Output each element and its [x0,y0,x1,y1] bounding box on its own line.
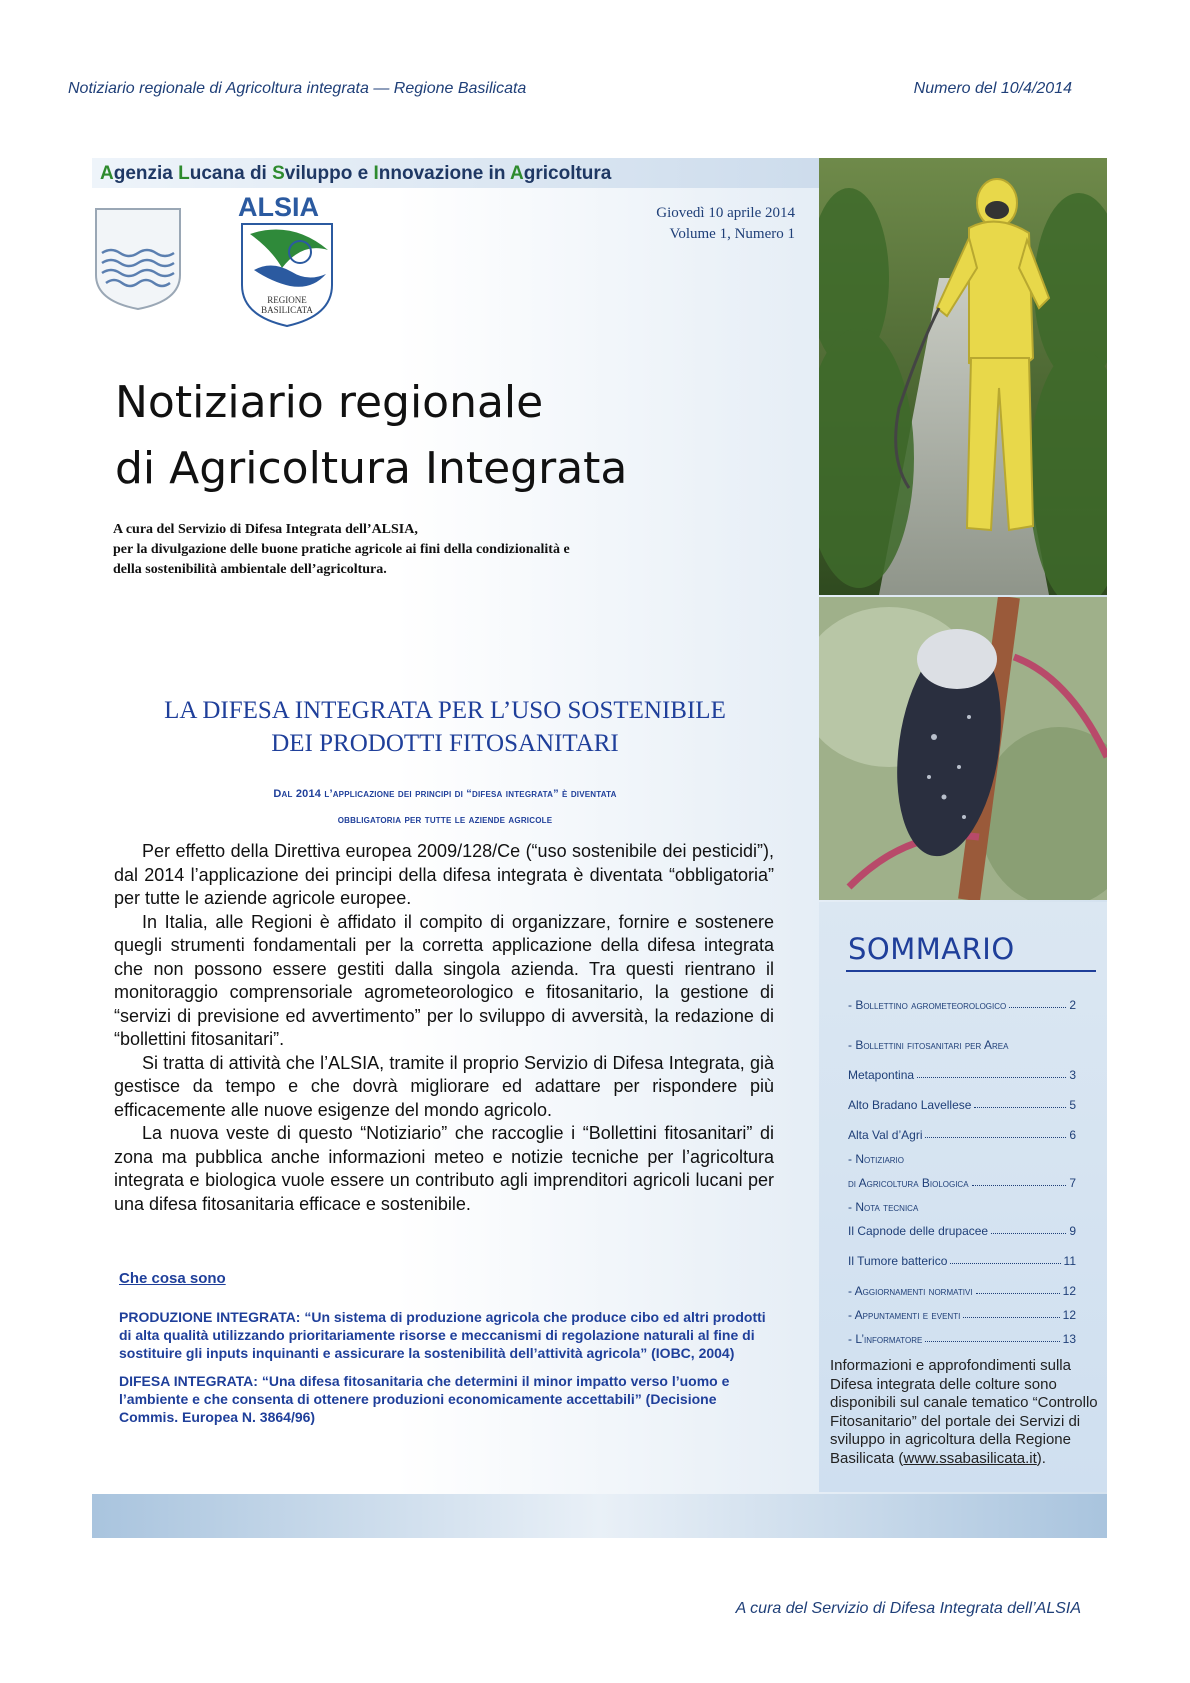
toc-item[interactable] [848,1322,1076,1346]
toc-item-label: - Aggiornamenti normativi [848,1284,973,1298]
toc-item-label: - Notiziario [848,1152,904,1166]
sommario-divider [846,970,1096,972]
toc-item-label: Il Tumore batterico [848,1254,948,1268]
toc-item[interactable] [848,1214,1076,1238]
toc-leader [974,1107,1066,1108]
toc-item-label: Alta Val d’Agri [848,1128,923,1142]
toc-leader [950,1263,1060,1264]
toc-item-label: Alto Bradano Lavellese [848,1098,972,1112]
toc-item-label: Metapontina [848,1068,915,1082]
definitions-heading: Che cosa sono [119,1270,226,1287]
running-header-left: Notiziario regionale di Agricoltura integrata — Regione Basilicata [68,80,527,97]
toc-item[interactable] [848,988,1076,1012]
definition-item: DIFESA INTEGRATA: “Una difesa fitosanitaria che determini il minor impatto verso l’uomo e l’ambiente e che consenta di ottenere produzioni economicamente accettabili” (Decisione Commis. Europea N. 3864/96) [119,1373,730,1425]
toc-item[interactable] [848,1298,1076,1322]
svg-text:ALSIA: ALSIA [238,192,319,222]
toc-item-label: - Nota tecnica [848,1200,919,1214]
article-heading: LA DIFESA INTEGRATA PER L’USO SOSTENIBILE DEI PRODOTTI FITOSANITARI [164,697,726,757]
toc-item-label: - Bollettino agrometeorologico [848,998,1007,1012]
agency-name: Agenzia Lucana di Sviluppo e Innovazione in Agricoltura [100,163,612,184]
toc-page-number: 5 [1069,1098,1076,1112]
toc-page-number: 9 [1069,1224,1076,1238]
toc-leader [917,1077,1066,1078]
toc-item[interactable] [848,1012,1076,1052]
subtitle: A cura del Servizio di Difesa Integrata dell’ALSIA, per la divulgazione delle buone pratiche agricole ai fini della condizionalità e della sostenibilità ambientale dell’agricoltura. [113,522,570,577]
toc-item-label: Il Capnode delle drupacee [848,1224,989,1238]
toc-leader [972,1185,1067,1186]
article-paragraph: La nuova veste di questo “Notiziario” che raccoglie i “Bollettini fitosanitari” di zona ma pubblica anche informazioni meteo e notizie tecniche per l’agricoltura integrata e biologica vuole essere un contributo agli imprenditori agricoli lucani per una difesa fitosanitaria efficace e sostenibile. [114,1123,774,1214]
toc-item[interactable] [848,1190,1076,1214]
article-paragraph: Si tratta di attività che l’ALSIA, tramite il proprio Servizio di Difesa Integrata, già gestisce da tempo e che dovrà migliorare ed adattare per rispondere più efficacemente alle nuove esigenze del mondo agricolo. [114,1052,774,1120]
page-title-line-1: Notiziario regionale [115,377,544,428]
toc-item[interactable] [848,1082,1076,1112]
toc-page-number: 3 [1069,1068,1076,1082]
page-title-line-2: di Agricoltura Integrata [115,443,628,494]
toc-leader [925,1341,1059,1342]
article-paragraph: Per effetto della Direttiva europea 2009/128/Ce (“uso sostenibile dei pesticidi”), dal 2014 l’applicazione dei principi della difesa integrata è diventata “obbligatoria” per tutte le aziende agricole europee. [114,841,774,908]
toc-item-label: - Bollettini fitosanitari per Area [848,1038,1009,1052]
toc-item[interactable] [848,1112,1076,1142]
toc-page-number: 13 [1062,1332,1076,1346]
page-title [115,370,627,502]
toc-item[interactable] [848,1142,1076,1166]
issue-date: Giovedì 10 aprile 2014 [656,205,795,221]
regione-basilicata-crest-icon [92,205,184,313]
toc-page-number: 7 [1069,1176,1076,1190]
article-paragraph: In Italia, alle Regioni è affidato il compito di organizzare, fornire e sostenere quegli strumenti fondamentali per la corretta applicazione della difesa integrata che non possono essere gestiti dalla singola azienda. Tra questi rientrano il monitoraggio comprensoriale agrometeorologico e fitosanitario, la gestione di “servizi di previsione ed avvertimento” per lo sviluppo di avversità, la redazione di “bollettini fitosanitari”. [114,911,774,1049]
toc-page-number: 11 [1063,1254,1076,1268]
svg-text:REGIONE: REGIONE [267,295,307,305]
issue-info [656,203,795,245]
toc-page-number: 2 [1069,998,1076,1012]
definitions-box [119,1270,779,1436]
capnode-beetle-photo [819,597,1107,900]
toc-leader [925,1137,1066,1138]
table-of-contents [848,988,1076,1346]
toc-page-number: 12 [1062,1284,1076,1298]
alsia-logo-icon [232,190,350,328]
toc-leader [976,1293,1060,1294]
sommario-info: Informazioni e approfondimenti sulla Difesa integrata delle colture sono disponibili sul canale tematico “Controllo Fitosanitario” del portale dei Servizi di sviluppo in agricoltura della Regione Basilicata (www.ssabasilicata.it). [830,1357,1098,1467]
page-footer: A cura del Servizio di Difesa Integrata dell’ALSIA [735,1600,1081,1617]
toc-item-label: di Agricoltura Biologica [848,1176,969,1190]
toc-item-label: - L’informatore [848,1332,923,1346]
toc-item[interactable] [848,1268,1076,1298]
article-body [114,840,774,1216]
toc-leader [991,1233,1066,1234]
toc-item[interactable] [848,1238,1076,1268]
toc-leader [963,1317,1059,1318]
toc-page-number: 12 [1062,1308,1076,1322]
greenhouse-spraying-photo [819,158,1107,595]
definition-item: PRODUZIONE INTEGRATA: “Un sistema di produzione agricola che produce cibo ed altri prodotti di alta qualità utilizzando prioritariamente risorse e meccanismi di regolazione naturali al fine di sostituire gli inputs inquinanti e assicurare la sostenibilità dell’attività agricola” (IOBC, 2004) [119,1309,766,1361]
ssabasilicata-link[interactable]: www.ssabasilicata.it [903,1449,1037,1467]
running-header-right: Numero del 10/4/2014 [913,80,1072,97]
toc-item[interactable] [848,1166,1076,1190]
bottom-band [92,1494,1107,1538]
article-kicker: Dal 2014 l’applicazione dei principi di “difesa integrata” è diventata obbligatoria per tutte le aziende agricole [273,788,617,826]
toc-item[interactable] [848,1052,1076,1082]
toc-leader [1009,1007,1066,1008]
sommario-title: SOMMARIO [848,932,1015,966]
issue-volume: Volume 1, Numero 1 [669,226,795,242]
toc-page-number: 6 [1069,1128,1076,1142]
toc-item-label: - Appuntamenti e eventi [848,1308,961,1322]
svg-text:BASILICATA: BASILICATA [261,305,313,315]
